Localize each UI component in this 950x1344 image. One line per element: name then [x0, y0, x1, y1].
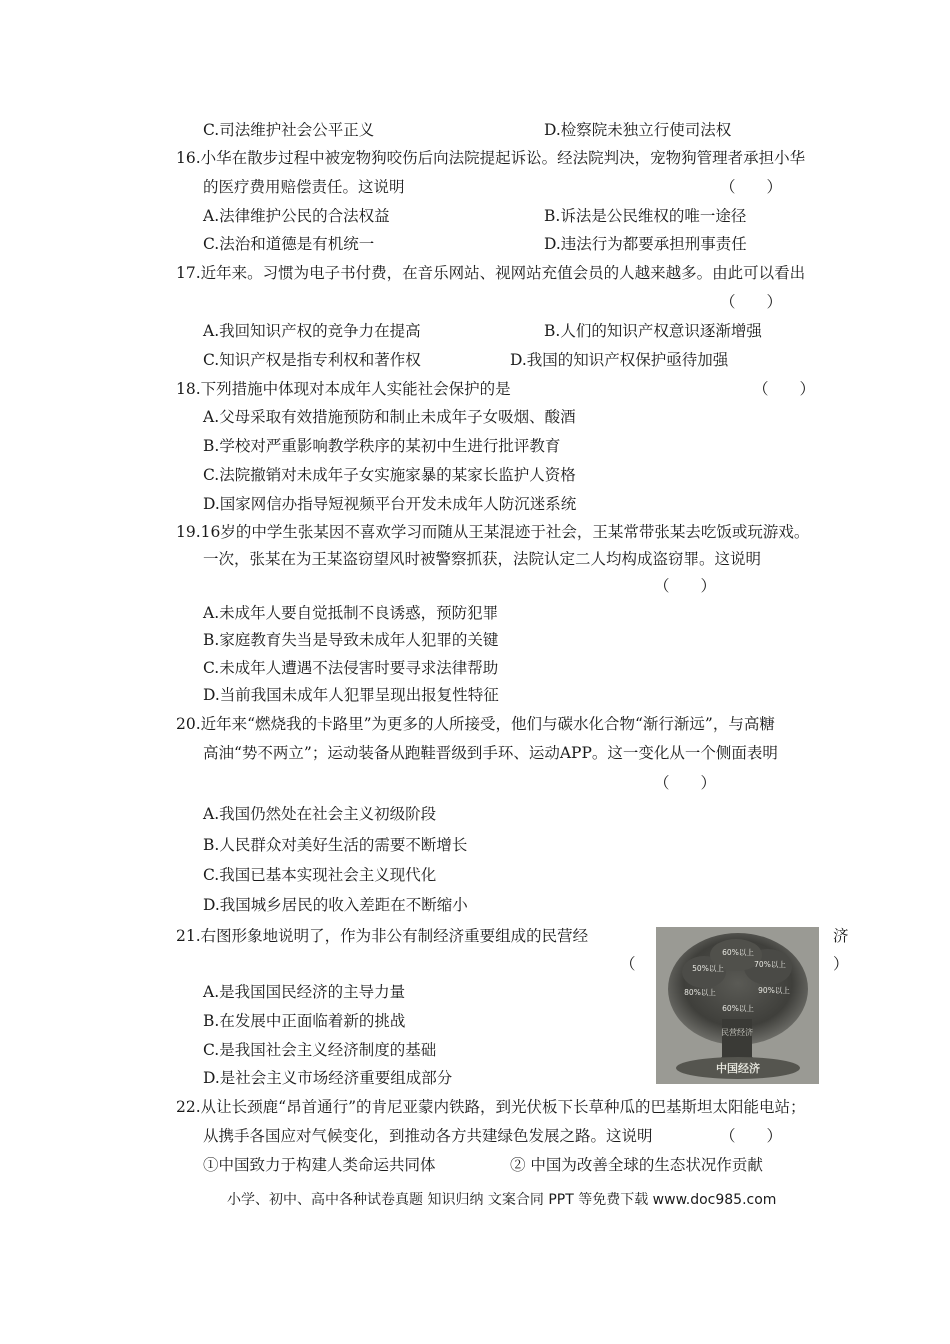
q15-option-d: D.检察院未独立行使司法权 [544, 121, 732, 139]
q17-answer-bracket: （ ） [720, 293, 783, 311]
q22-stem-line2: 从携手各国应对气候变化，到推动各方共建绿色发展之路。这说明 [203, 1127, 653, 1145]
q20-option-d: D.我国城乡居民的收入差距在不断缩小 [203, 896, 468, 914]
q21-option-c: C.是我国社会主义经济制度的基础 [203, 1041, 437, 1059]
q20-stem-line2: 高油“势不两立”；运动装备从跑鞋晋级到手环、运动APP。这一变化从一个侧面表明 [203, 744, 778, 762]
q20-option-a: A.我国仍然处在社会主义初级阶段 [203, 805, 437, 823]
q22-option-1: ①中国致力于构建人类命运共同体 [203, 1156, 436, 1174]
q16-option-d: D.违法行为都要承担刑事责任 [544, 235, 747, 253]
q20-option-b: B.人民群众对美好生活的需要不断增长 [203, 836, 468, 854]
q16-stem-line2: 的医疗费用赔偿责任。这说明 [203, 178, 405, 196]
q21-stem-line1: 21.右图形象地说明了，作为非公有制经济重要组成的民营经 [176, 927, 589, 945]
economy-tree-image [656, 927, 819, 1084]
q17-option-d: D.我国的知识产权保护亟待加强 [510, 351, 729, 369]
q21-bracket-open: （ [620, 955, 636, 973]
q19-answer-bracket: （ ） [654, 577, 717, 595]
q18-answer-bracket: （ ） [753, 380, 816, 398]
q21-option-b: B.在发展中正面临着新的挑战 [203, 1012, 406, 1030]
q22-answer-bracket: （ ） [720, 1127, 783, 1145]
q22-option-2: ② 中国为改善全球的生态状况作贡献 [510, 1156, 763, 1174]
q19-option-b: B.家庭教育失当是导致未成年人犯罪的关键 [203, 631, 499, 649]
q17-option-c: C.知识产权是指专利权和著作权 [203, 351, 421, 369]
tree-pct-4: 80%以上 [684, 988, 716, 997]
q16-answer-bracket: （ ） [720, 178, 783, 196]
q17-option-a: A.我回知识产权的竞争力在提高 [203, 322, 421, 340]
q18-option-a: A.父母采取有效措施预防和制止未成年子女吸烟、酸酒 [203, 408, 576, 426]
tree-base-label: 中国经济 [716, 1062, 760, 1075]
q19-stem-line1: 19.16岁的中学生张某因不喜欢学习而随从王某混迹于社会，王某常带张某去吃饭或玩游戏。 [176, 523, 810, 541]
q21-option-a: A.是我国国民经济的主导力量 [203, 983, 406, 1001]
q16-stem-line1: 16.小华在散步过程中被宠物狗咬伤后向法院提起诉讼。经法院判决，宠物狗管理者承担小华 [176, 149, 806, 167]
footer-text: 小学、初中、高中各种试卷真题 知识归纳 文案合同 PPT 等免费下载 www.doc985.com [227, 1192, 777, 1208]
tree-pct-3: 70%以上 [754, 960, 786, 969]
economy-tree-drawing [656, 927, 819, 1084]
q16-option-c: C.法治和道德是有机统一 [203, 235, 375, 253]
q19-stem-line2: 一次，张某在为王某盗窃望风时被警察抓获，法院认定二人均构成盗窃罪。这说明 [203, 550, 762, 568]
q21-bracket-close: ） [833, 955, 849, 973]
tree-pct-5: 90%以上 [758, 986, 790, 995]
tree-pct-2: 60%以上 [722, 948, 754, 957]
q20-answer-bracket: （ ） [654, 774, 717, 792]
tree-pct-6: 60%以上 [722, 1004, 754, 1013]
q18-option-d: D.国家网信办指导短视频平台开发未成年人防沉迷系统 [203, 495, 577, 513]
q22-stem-line1: 22.从让长颈鹿“昂首通行”的肯尼亚蒙内铁路，到光伏板下长草种瓜的巴基斯坦太阳能电站； [176, 1098, 806, 1116]
q15-option-c: C.司法维护社会公平正义 [203, 121, 375, 139]
q16-option-a: A.法律维护公民的合法权益 [203, 207, 390, 225]
q18-stem-line1: 18.下列措施中体现对本成年人实能社会保护的是 [176, 380, 511, 398]
q18-option-c: C.法院撤销对未成年子女实施家暴的某家长监护人资格 [203, 466, 576, 484]
q19-option-c: C.未成年人遭遇不法侵害时要寻求法律帮助 [203, 659, 499, 677]
q19-option-d: D.当前我国未成年人犯罪呈现出报复性特征 [203, 686, 499, 704]
q19-option-a: A.未成年人要自觉抵制不良诱惑，预防犯罪 [203, 604, 499, 622]
q17-option-b: B.人们的知识产权意识逐渐增强 [544, 322, 762, 340]
q20-stem-line1: 20.近年来“燃烧我的卡路里”为更多的人所接受，他们与碳水化合物“渐行渐远”，与高糖 [176, 715, 775, 733]
tree-trunk-label: 民营经济 [721, 1028, 753, 1037]
q18-option-b: B.学校对严重影响教学秩序的某初中生进行批评教育 [203, 437, 561, 455]
q16-option-b: B.诉法是公民维权的唯一途径 [544, 207, 747, 225]
q17-stem-line1: 17.近年来。习惯为电子书付费，在音乐网站、视网站充值会员的人越来越多。由此可以看出 [176, 264, 806, 282]
q21-option-d: D.是社会主义市场经济重要组成部分 [203, 1069, 453, 1087]
q21-stem-tail: 济 [833, 927, 849, 945]
tree-pct-1: 50%以上 [692, 964, 724, 973]
q20-option-c: C.我国已基本实现社会主义现代化 [203, 866, 437, 884]
